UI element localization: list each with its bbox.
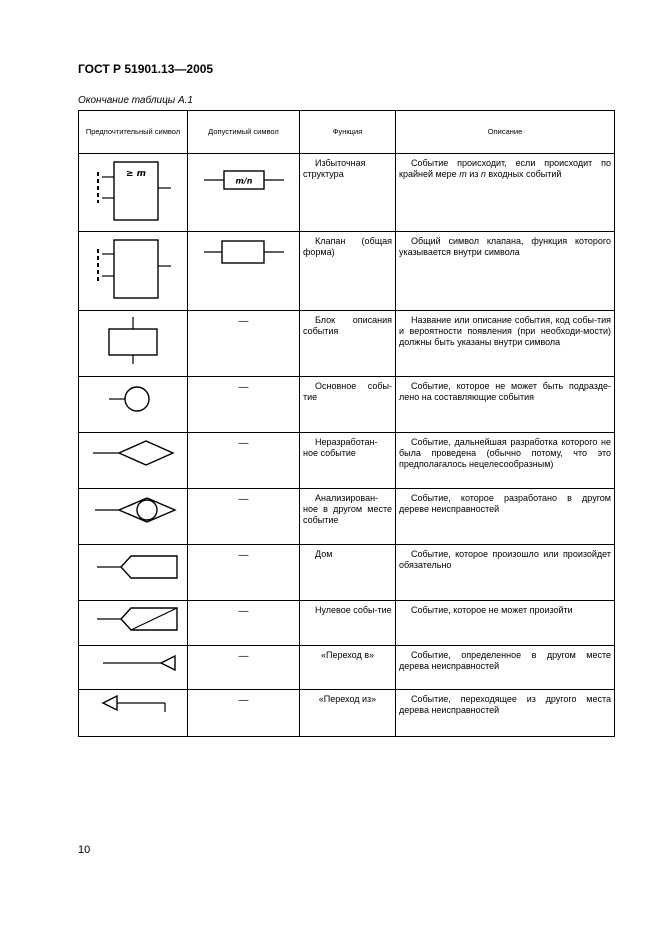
- allowed-symbol-dash: —: [188, 601, 300, 646]
- table-caption: Окончание таблицы А.1: [78, 95, 193, 106]
- allowed-symbol-dash: —: [188, 690, 300, 737]
- description-cell: Событие, которое не может быть подразде-лено на составляющие события: [396, 377, 615, 433]
- column-header-description: Описание: [396, 111, 615, 154]
- threshold-label: ≥ m: [125, 169, 147, 179]
- description-cell: Название или описание события, код собы-тия и вероятности появления (при необходи-мости) должны быть указаны внутри символа: [396, 311, 615, 377]
- analyzed-other-tree-icon: [79, 489, 188, 545]
- allowed-symbol-dash: —: [188, 646, 300, 690]
- table-row: [79, 232, 615, 311]
- document-header: ГОСТ Р 51901.13—2005: [78, 62, 214, 76]
- allowed-symbol-dash: —: [188, 433, 300, 489]
- function-cell: Анализирован-ное в другом месте событие: [300, 489, 396, 545]
- table-row: [79, 545, 615, 601]
- page-number: 10: [78, 844, 91, 856]
- function-cell: Неразработан-ное событие: [300, 433, 396, 489]
- description-cell: Событие, переходящее из другого места дерева неисправностей: [396, 690, 615, 737]
- column-header-function: Функция: [300, 111, 396, 154]
- transfer-in-icon: [79, 646, 188, 690]
- table-row: [79, 690, 615, 737]
- undeveloped-event-diamond-icon: [79, 433, 188, 489]
- table-row: [79, 646, 615, 690]
- redundant-structure-icon: [79, 154, 188, 232]
- description-cell: Событие, определенное в другом месте дерева неисправностей: [396, 646, 615, 690]
- table-row: [79, 489, 615, 545]
- column-header-preferred: Предпочтительный символ: [79, 111, 188, 154]
- transfer-out-icon: [79, 690, 188, 737]
- table-row: [79, 154, 615, 232]
- allowed-symbol-dash: —: [188, 311, 300, 377]
- description-cell: Событие, которое не может произойти: [396, 601, 615, 646]
- allowed-symbol-dash: —: [188, 377, 300, 433]
- function-cell: Избыточная структура: [300, 154, 396, 232]
- function-cell: Блок описания события: [300, 311, 396, 377]
- function-cell: Клапан (общая форма): [300, 232, 396, 311]
- null-event-icon: [79, 601, 188, 646]
- table-row: [79, 377, 615, 433]
- description-cell: Событие происходит, если происходит по крайней мере m из n входных событий: [396, 154, 615, 232]
- basic-event-circle-icon: [79, 377, 188, 433]
- table-header-row: [79, 111, 615, 154]
- function-cell: Дом: [300, 545, 396, 601]
- function-cell: «Переход из»: [300, 690, 396, 737]
- event-description-block-icon: [79, 311, 188, 377]
- description-cell: Событие, которое разработано в другом дереве неисправностей: [396, 489, 615, 545]
- allowed-symbol-dash: —: [188, 489, 300, 545]
- table-row: [79, 601, 615, 646]
- m-of-n-label: m/n: [235, 176, 253, 186]
- table-row: [79, 433, 615, 489]
- description-cell: Событие, которое произошло или произойдет обязательно: [396, 545, 615, 601]
- function-cell: Нулевое собы-тие: [300, 601, 396, 646]
- house-event-icon: [79, 545, 188, 601]
- allowed-symbol-dash: —: [188, 545, 300, 601]
- column-header-allowed: Допустимый символ: [188, 111, 300, 154]
- function-cell: «Переход в»: [300, 646, 396, 690]
- symbol-table-wrapper: [78, 110, 614, 737]
- m-of-n-icon: [188, 154, 300, 232]
- description-cell: Событие, дальнейшая разработка которого не была проведена (обычно потому, что это предполагалось нецелесообразным): [396, 433, 615, 489]
- description-cell: Общий символ клапана, функция которого указывается внутри символа: [396, 232, 615, 311]
- table-row: [79, 311, 615, 377]
- symbol-table: [78, 110, 615, 737]
- valve-alt-icon: [188, 232, 300, 311]
- valve-general-icon: [79, 232, 188, 311]
- function-cell: Основное собы-тие: [300, 377, 396, 433]
